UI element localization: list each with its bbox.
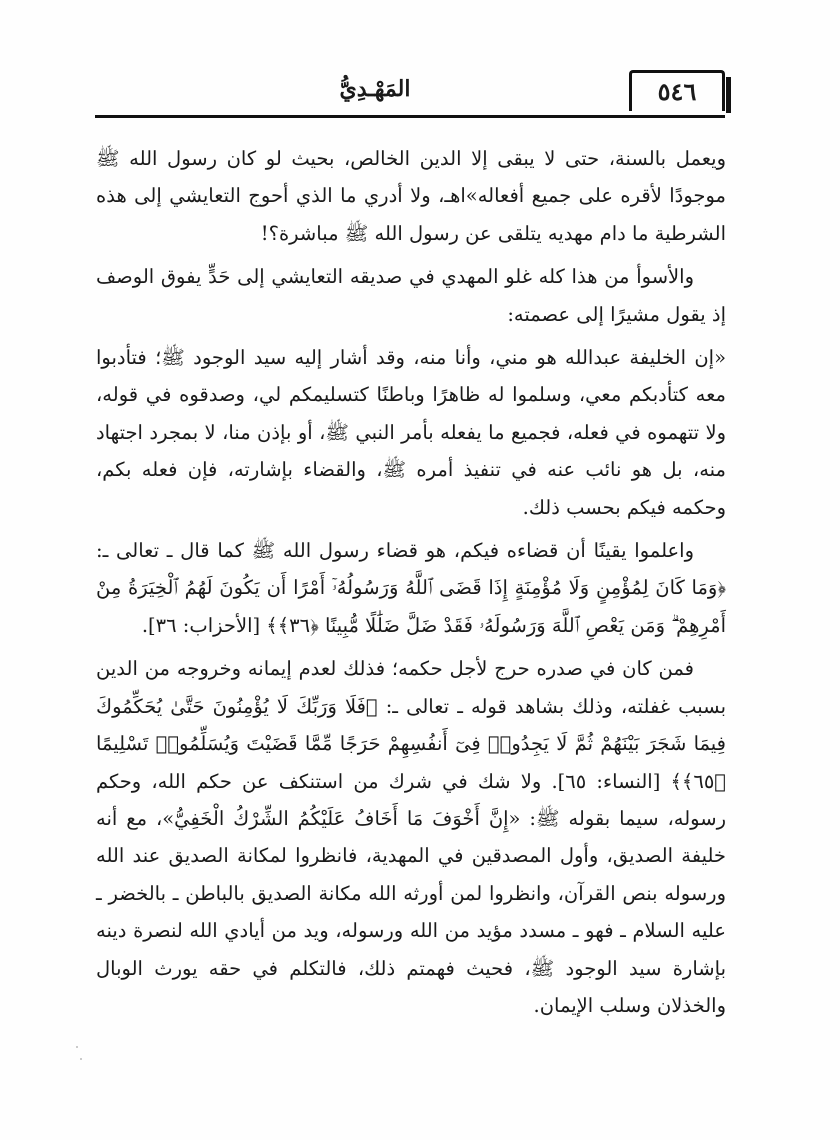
paragraph-3-quote: «إن الخليفة عبدالله هو مني، وأنا منه، وقد أشار إليه سيد الوجود ﷺ؛ فتأدبوا معه كتأدبكم معي، وسلموا له ظاهرًا وباطنًا كتسليمكم لي، وصدقوه في قوله، ولا تتهموه في فعله، فجميع ما يفعله بأمر النبي ﷺ، أو بإذن منا، لا بمجرد اجتهاد منه، بل هو نائب عنه في تنفيذ أمره ﷺ، والقضاء بإشارته، فإن فعله بكم، وحكمه فيكم بحسب ذلك. [96,346,726,519]
header-rule [95,115,725,118]
page-header [95,70,725,118]
body-text [96,140,726,1030]
paragraph-2: والأسوأ من هذا كله غلو المهدي في صديقه التعايشي إلى حَدٍّ يفوق الوصف إذ يقول مشيرًا إلى عصمته: [96,265,726,326]
scan-speck [80,1058,82,1060]
paragraph-4-quran-ahzab: واعلموا يقينًا أن قضاءه فيكم، هو قضاء رسول الله ﷺ كما قال ـ تعالى ـ: ﴿وَمَا كَانَ لِمُؤْمِنٍ وَلَا مُؤْمِنَةٍ إِذَا قَضَى ٱللَّهُ وَرَسُولُهُۥٓ أَمْرًا أَن يَكُونَ لَهُمُ ٱلْخِيَرَةُ مِنْ أَمْرِهِمْ ۗ وَمَن يَعْصِ ٱللَّهَ وَرَسُولَهُۥ فَقَدْ ضَلَّ ضَلَٰلًا مُّبِينًا ﴿٣٦﴾﴾ [الأحزاب: ٣٦]. [96,539,726,637]
paragraph-5-quran-nisa: فمن كان في صدره حرج لأجل حكمه؛ فذلك لعدم إيمانه وخروجه من الدين بسبب غفلته، وذلك بشاهد قوله ـ تعالى ـ: ﴿فَلَا وَرَبِّكَ لَا يُؤْمِنُونَ حَتَّىٰ يُحَكِّمُوكَ فِيمَا شَجَرَ بَيْنَهُمْ ثُمَّ لَا يَجِدُوا۟ فِىٓ أَنفُسِهِمْ حَرَجًا مِّمَّا قَضَيْتَ وَيُسَلِّمُوا۟ تَسْلِيمًا ﴿٦٥﴾﴾ [النساء: ٦٥]. ولا شك في شرك من استنكف عن حكم الله، وحكم رسوله، سيما بقوله ﷺ: «إِنَّ أَخْوَفَ مَا أَخَافُ عَلَيْكُمُ الشِّرْكُ الْخَفِيُّ»، مع أنه خليفة الصديق، وأول المصدقين في المهدية، فانظروا لمكانة الصديق عند الله ورسوله بنص القرآن، وانظروا لمن أورثه الله مكانة الصديق بالباطن ـ بالخضر ـ عليه السلام ـ فهو ـ مسدد مؤيد من الله ورسوله، ويد من أيادي الله لنصرة دينه بإشارة سيد الوجود ﷺ، فحيث فهمتم ذلك، فالتكلم في حقه يورث الوبال والخذلان وسلب الإيمان. [96,657,726,1017]
running-title: المَهْـدِيُّ [339,76,411,102]
paragraph-1: ويعمل بالسنة، حتى لا يبقى إلا الدين الخالص، بحيث لو كان رسول الله ﷺ موجودًا لأقره على جميع أفعاله»اهـ، ولا أدري ما الذي أحوج التعايشي إلى هذه الشرطية ما دام مهديه يتلقى عن رسول الله ﷺ مباشرة؟! [96,147,726,245]
scan-speck [76,1046,78,1048]
page-number: ٥٤٦ [629,70,725,111]
